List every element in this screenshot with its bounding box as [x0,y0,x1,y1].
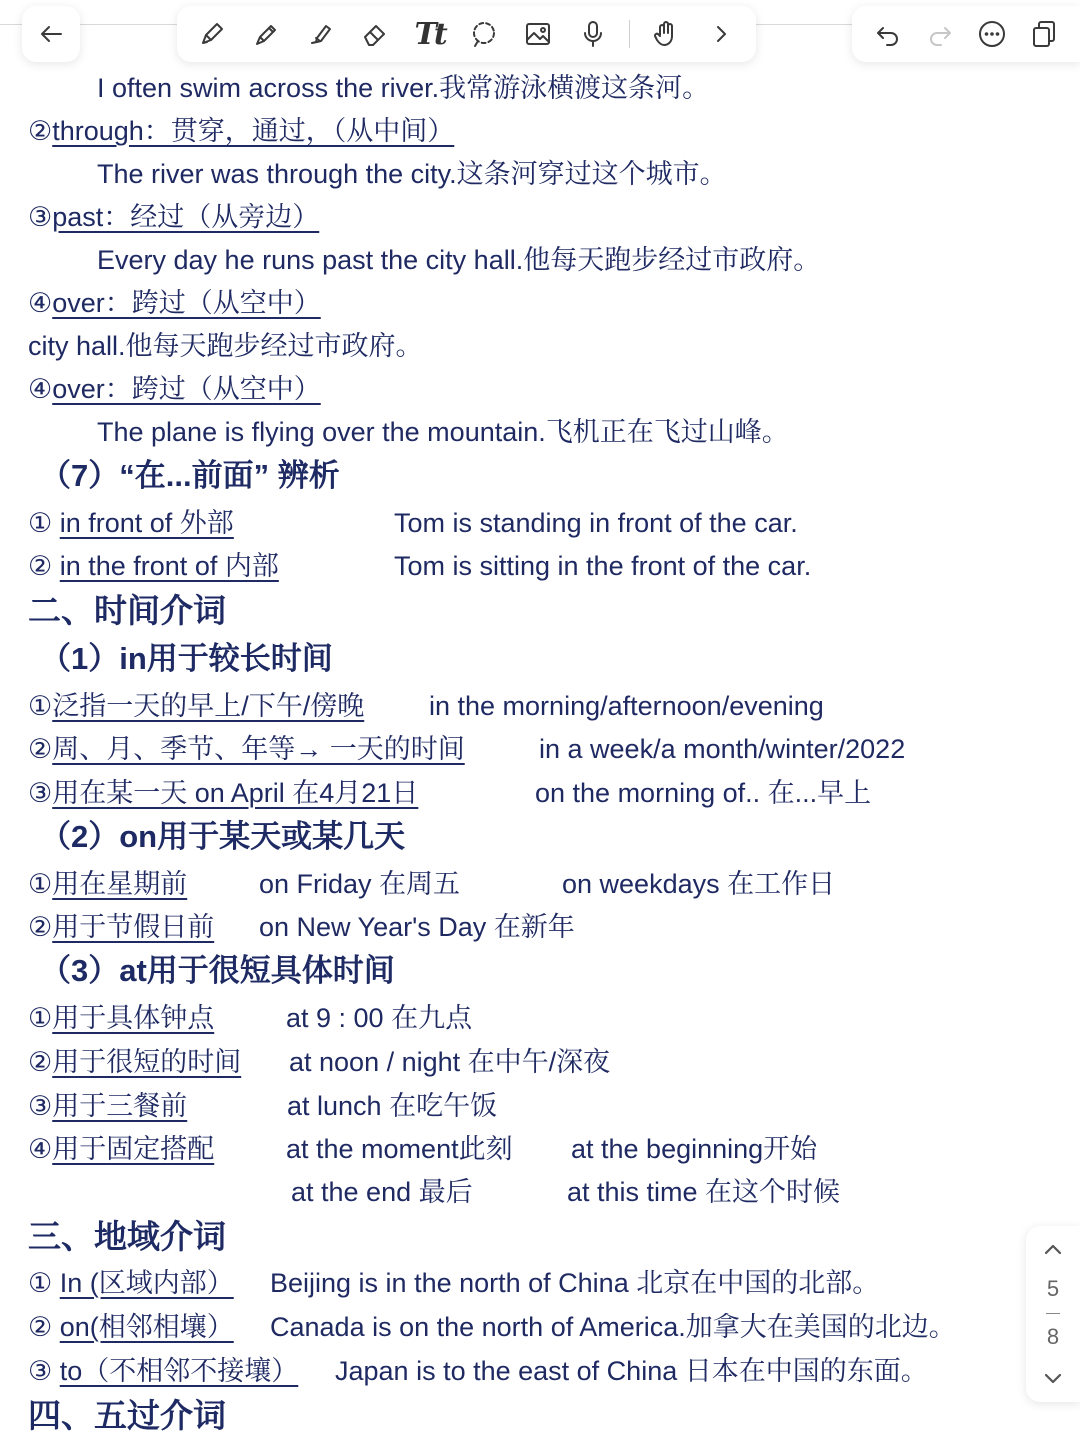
note-line: I often swim across the river.我常游泳横渡这条河。 [97,73,710,103]
circled-number: ③ [28,202,53,232]
example-sentence: Beijing is in the north of China 北京在中国的北部。 [270,1268,880,1298]
back-toolbar [22,6,80,62]
underlined-term: in the front of 内部 [59,551,279,581]
underlined-term: past：经过（从旁边） [52,202,320,232]
underlined-term: on(相邻相壤） [59,1312,234,1342]
note-line [28,199,319,235]
page-navigator [1026,1226,1080,1402]
circled-number: ① [28,1003,53,1033]
note-line [28,909,214,945]
more-icon[interactable] [974,16,1010,52]
note-line [28,113,454,149]
note-line [28,1044,241,1080]
section-heading: 二、时间介词 [28,592,226,629]
text-tool-label: Tt [414,16,445,52]
pencil-icon[interactable] [194,16,230,52]
example-sentence: on the morning of.. 在...早上 [535,778,872,808]
circled-number: ② [28,551,53,581]
example-sentence: at noon / night 在中午/深夜 [289,1047,611,1077]
circled-number: ② [28,912,53,942]
pen-icon[interactable] [249,16,285,52]
hand-icon[interactable] [648,16,684,52]
section-heading: 三、地域介词 [28,1218,226,1255]
underlined-term: 泛指一天的早上/下午/傍晚 [52,691,365,721]
underlined-term: 用于具体钟点 [52,1003,215,1033]
note-line [28,505,234,541]
example-sentence: at the moment此刻 [286,1134,513,1164]
note-line: Every day he runs past the city hall.他每天跑步经过市政府。 [97,245,821,275]
example-sentence: Canada is on the north of America.加拿大在美国的北边。 [270,1312,956,1342]
note-line [28,688,364,724]
example-sentence: at this time 在这个时候 [567,1177,841,1207]
back-arrow-icon[interactable] [33,16,69,52]
example-sentence: at the end 最后 [291,1177,473,1207]
section-heading: （2）on用于某天或某几天 [40,819,406,854]
chevron-right-icon[interactable] [703,16,739,52]
redo-icon[interactable] [922,16,958,52]
note-line: city hall.他每天跑步经过市政府。 [28,331,423,361]
circled-number: ① [28,1268,53,1298]
example-sentence: at lunch 在吃午饭 [287,1091,498,1121]
section-heading: （3）at用于很短具体时间 [40,953,395,988]
note-line: The river was through the city.这条河穿过这个城市。 [97,159,727,189]
underlined-term: over：跨过（从空中） [52,374,321,404]
lasso-icon[interactable] [466,16,502,52]
circled-number: ① [28,691,53,721]
section-heading: （7）“在...前面” 辨析 [40,458,340,493]
example-sentence: at the beginning开始 [571,1134,818,1164]
note-line [28,866,187,902]
chevron-down-icon[interactable] [1041,1366,1065,1390]
note-line [28,548,279,584]
total-pages: 8 [1046,1324,1060,1349]
circled-number: ② [28,1312,53,1342]
example-sentence: Japan is to the east of China 日本在中国的东面。 [335,1356,928,1386]
undo-icon[interactable] [870,16,906,52]
circled-number: ② [28,734,53,764]
underlined-term: 用在星期前 [52,869,188,899]
underlined-term: 用于三餐前 [52,1091,188,1121]
underlined-term: In (区域内部） [59,1268,234,1298]
circled-number: ② [28,116,53,146]
note-line [28,775,418,811]
eraser-icon[interactable] [357,16,393,52]
example-sentence: in the morning/afternoon/evening [429,691,824,721]
note-line [28,1000,214,1036]
page-divider [1046,1313,1060,1314]
note-line [28,1265,234,1301]
note-line [28,1309,234,1345]
underlined-term: 周、月、季节、年等→ 一天的时间 [52,734,465,764]
note-line: The plane is flying over the mountain.飞机正在飞过山峰。 [97,417,789,447]
tool-toolbar [177,6,756,62]
example-sentence: in a week/a month/winter/2022 [539,734,906,764]
right-toolbar [852,6,1080,62]
current-page: 5 [1046,1276,1060,1301]
circled-number: ③ [28,1356,53,1386]
underlined-term: 用在某一天 on April 在4月21日 [52,778,419,808]
note-line [28,1088,187,1124]
example-sentence: Tom is sitting in the front of the car. [394,551,812,581]
underlined-term: to（不相邻不接壤） [59,1356,299,1386]
example-sentence: at 9 : 00 在九点 [286,1003,473,1033]
underlined-term: 用于固定搭配 [52,1134,215,1164]
note-line [28,1131,214,1167]
pages-icon[interactable] [1026,16,1062,52]
note-line [28,285,321,321]
note-line [28,731,465,767]
circled-number: ② [28,1047,53,1077]
chevron-up-icon[interactable] [1041,1238,1065,1262]
circled-number: ③ [28,1091,53,1121]
circled-number: ④ [28,288,53,318]
circled-number: ③ [28,778,53,808]
circled-number: ① [28,869,53,899]
image-icon[interactable] [520,16,556,52]
underlined-term: 用于节假日前 [52,912,215,942]
toolbar-separator [629,20,630,48]
text-tool-icon[interactable] [412,16,448,52]
section-heading: 四、五过介词 [28,1397,226,1434]
example-sentence: on New Year's Day 在新年 [259,912,575,942]
circled-number: ① [28,508,53,538]
highlighter-icon[interactable] [303,16,339,52]
circled-number: ④ [28,374,53,404]
example-sentence: Tom is standing in front of the car. [394,508,798,538]
example-sentence: on weekdays 在工作日 [562,869,836,899]
note-line [28,1353,298,1389]
underlined-term: in front of 外部 [59,508,234,538]
circled-number: ④ [28,1134,53,1164]
underlined-term: 用于很短的时间 [52,1047,242,1077]
underlined-term: over：跨过（从空中） [52,288,321,318]
example-sentence: on Friday 在周五 [259,869,461,899]
underlined-term: through：贯穿，通过，（从中间） [52,116,455,146]
section-heading: （1）in用于较长时间 [40,641,333,676]
microphone-icon[interactable] [575,16,611,52]
note-line [28,371,321,407]
